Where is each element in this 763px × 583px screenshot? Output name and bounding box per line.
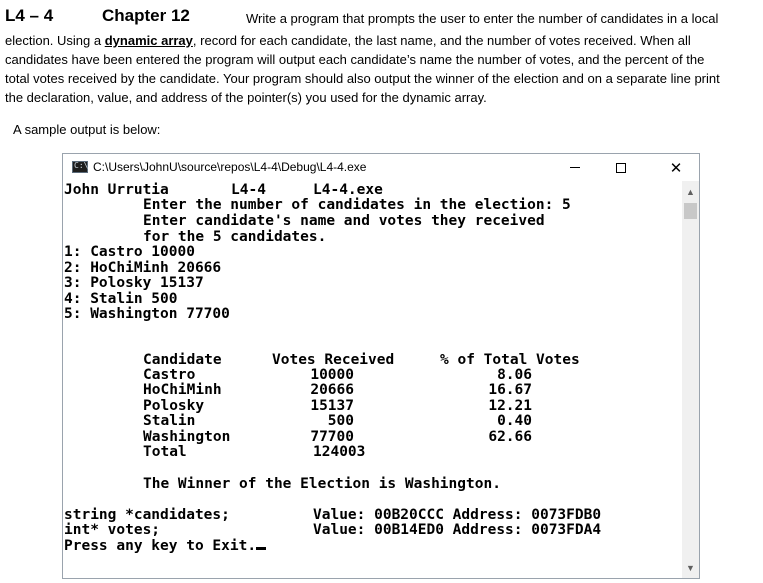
author-name: John Urrutia: [64, 182, 169, 198]
vertical-scrollbar[interactable]: [682, 181, 699, 578]
close-icon: ✕: [669, 158, 683, 177]
console-output[interactable]: [63, 181, 682, 578]
sample-output-label: A sample output is below:: [13, 122, 161, 137]
list-item: 5: Washington 77700: [64, 306, 230, 322]
scroll-down-icon[interactable]: ▼: [686, 562, 695, 573]
console-app-icon: [72, 161, 88, 173]
total-votes: 124003: [313, 444, 366, 460]
assignment-header: [5, 6, 761, 30]
line-text: election. Using a: [5, 33, 105, 48]
entry-prompt: Enter candidate's name and votes they received: [143, 213, 545, 229]
row-name: Stalin: [143, 413, 196, 429]
table-header-pct: % of Total Votes: [440, 352, 580, 368]
total-label: Total: [143, 444, 187, 460]
text-cursor: [256, 547, 266, 550]
assignment-intro: Write a program that prompts the user to enter the number of candidates in a local: [246, 11, 719, 26]
row-pct: 12.21: [488, 398, 532, 414]
table-header-candidate: Candidate: [143, 352, 222, 368]
row-pct: 8.06: [497, 367, 532, 383]
maximize-button[interactable]: [598, 154, 644, 181]
lesson-number: L4 – 4: [5, 6, 54, 25]
row-votes: 500: [327, 413, 354, 429]
dynamic-array-link[interactable]: dynamic array: [104, 33, 193, 48]
row-pct: 16.67: [488, 382, 532, 398]
title-bar[interactable]: [63, 154, 699, 181]
lab-id: L4-4: [231, 182, 266, 198]
row-pct: 62.66: [488, 429, 532, 445]
window-title: C:\Users\JohnU\source\repos\L4-4\Debug\L4-4.exe: [93, 160, 367, 174]
row-pct: 0.40: [497, 413, 532, 429]
assignment-line-4: total votes received by the candidate. Your program should also output the winner of the election and on a separate line print: [5, 71, 720, 86]
scroll-thumb[interactable]: [684, 203, 697, 219]
entry-prompt-count: for the 5 candidates.: [143, 229, 327, 245]
minimize-button[interactable]: [552, 154, 598, 181]
pointer-value-address: Value: 00B20CCC Address: 0073FDB0: [313, 507, 602, 523]
row-name: Washington: [143, 429, 231, 445]
maximize-icon: [616, 163, 626, 173]
icon-glyph: C:\: [74, 161, 89, 170]
scroll-up-icon[interactable]: ▲: [686, 186, 695, 197]
console-window[interactable]: [62, 153, 700, 579]
list-item: 4: Stalin 500: [64, 291, 178, 307]
row-votes: 77700: [310, 429, 354, 445]
pointer-value-address: Value: 00B14ED0 Address: 0073FDA4: [313, 522, 602, 538]
list-item: 1: Castro 10000: [64, 244, 195, 260]
row-votes: 15137: [310, 398, 354, 414]
exit-text: Press any key to Exit.: [64, 538, 257, 554]
assignment-line-3: candidates have been entered the program will output each candidate’s name the number of votes, and the percent of the: [5, 52, 705, 67]
row-votes: 10000: [310, 367, 354, 383]
table-header-votes: Votes Received: [272, 352, 395, 368]
list-item: 2: HoChiMinh 20666: [64, 260, 222, 276]
pointer-declaration: string *candidates;: [64, 507, 230, 523]
assignment-line-5: the declaration, value, and address of the pointer(s) you used for the dynamic array.: [5, 90, 487, 105]
close-button[interactable]: [653, 154, 699, 181]
list-item: 3: Polosky 15137: [64, 275, 204, 291]
pointer-declaration: int* votes;: [64, 522, 161, 538]
row-votes: 20666: [310, 382, 354, 398]
row-name: Castro: [143, 367, 196, 383]
chapter-title: Chapter 12: [102, 6, 190, 25]
exe-name: L4-4.exe: [313, 182, 383, 198]
line-text: , record for each candidate, the last name, and the number of votes received. When all: [192, 33, 691, 48]
row-name: HoChiMinh: [143, 382, 222, 398]
candidate-count-prompt: Enter the number of candidates in the election: 5: [143, 197, 571, 213]
minimize-icon: [570, 167, 580, 168]
row-name: Polosky: [143, 398, 205, 414]
winner-line: The Winner of the Election is Washington.: [143, 476, 501, 492]
assignment-line-2: [5, 33, 761, 48]
exit-prompt: [64, 539, 266, 555]
